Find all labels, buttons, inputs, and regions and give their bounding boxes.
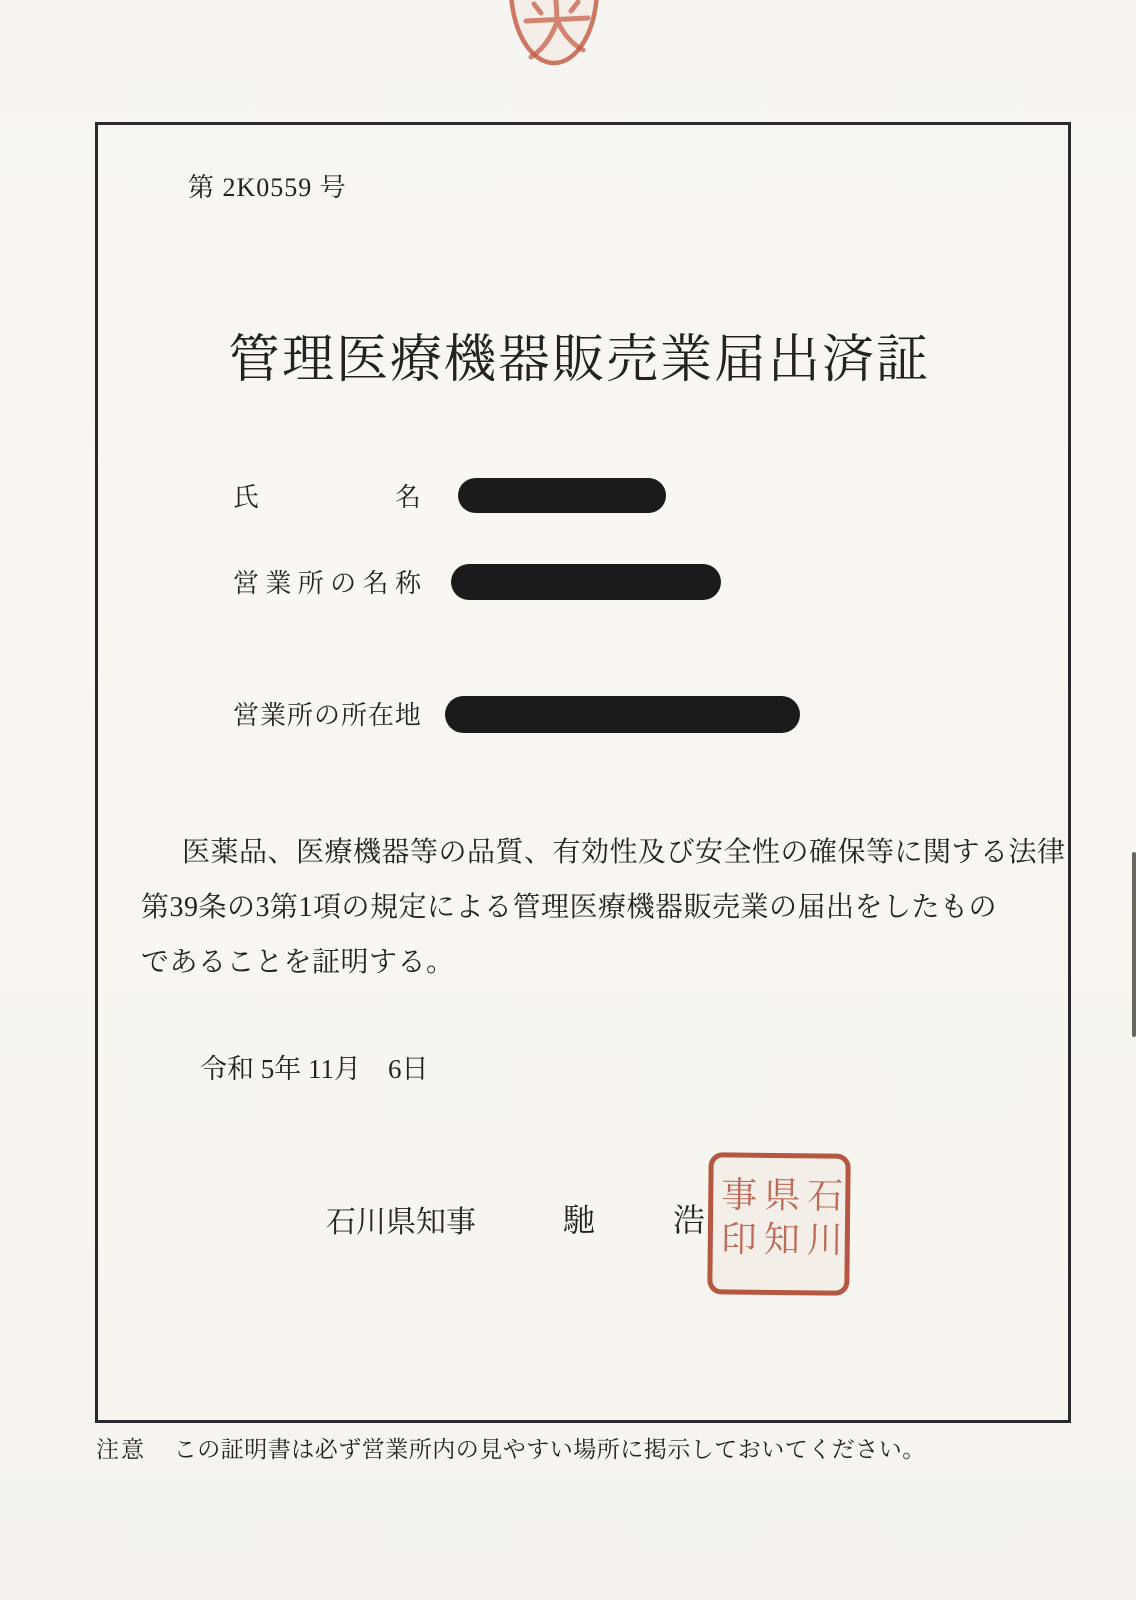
body-line-1: 医薬品、医療機器等の品質、有効性及び安全性の確保等に関する法律 bbox=[182, 837, 1066, 868]
notice-label: 注意 bbox=[96, 1437, 146, 1462]
issuer-title: 石川県知事 bbox=[326, 1206, 476, 1239]
governor-seal-icon bbox=[707, 1152, 850, 1295]
certificate-body bbox=[141, 825, 1066, 990]
body-line-3: であることを証明する。 bbox=[141, 947, 455, 978]
field-row-name bbox=[98, 475, 1068, 515]
field-row-office-address bbox=[98, 693, 1068, 733]
issuer-surname: 馳 bbox=[563, 1202, 596, 1238]
certificate-border bbox=[95, 122, 1071, 1423]
issue-date: 令和 5年 11月 6日 bbox=[200, 1054, 429, 1084]
field-row-office-name bbox=[98, 561, 1068, 601]
field-label-office-address: 営 業 所 の 所 在 地 bbox=[233, 700, 421, 730]
redaction-bar-office-address bbox=[445, 696, 800, 733]
field-label-office-name: 営 業 所 の 名 称 bbox=[233, 568, 421, 598]
notice-text: この証明書は必ず営業所内の見やすい場所に掲示しておいてください。 bbox=[173, 1437, 926, 1462]
signature-row bbox=[98, 1193, 1068, 1237]
scan-edge-artifact bbox=[1132, 852, 1136, 1037]
issuer-given-name: 浩 bbox=[673, 1202, 706, 1238]
body-line-2: 第39条の3第1項の規定による管理医療機器販売業の届出をしたもの bbox=[141, 892, 998, 923]
redaction-bar-name bbox=[458, 478, 666, 513]
governor-seal-text: 石川県知事印 bbox=[716, 1175, 843, 1265]
redaction-bar-office-name bbox=[451, 564, 721, 600]
document-number: 第 2K0559 号 bbox=[188, 173, 347, 202]
field-label-name: 氏 名 bbox=[233, 482, 421, 512]
notice bbox=[96, 1431, 1076, 1464]
reception-stamp-icon bbox=[494, 0, 614, 66]
certificate-title: 管理医療機器販売業届出済証 bbox=[227, 332, 930, 389]
